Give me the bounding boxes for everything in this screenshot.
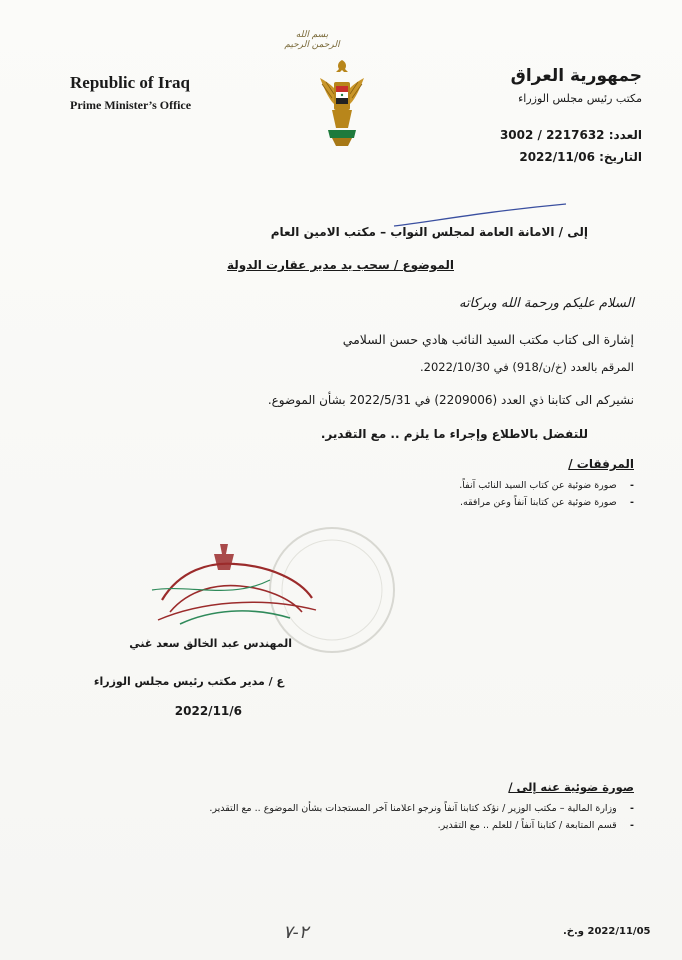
body-paragraph-3: للتفضل بالاطلاع وإجراء ما يلزم .. مع التقدير. bbox=[320, 427, 588, 441]
official-seal bbox=[150, 540, 320, 635]
ar-office-name: مكتب رئيس مجلس الوزراء bbox=[518, 92, 642, 105]
footer-date: 2022/11/05 و.خ. bbox=[563, 926, 651, 937]
recipient-line: إلى / الامانة العامة لمجلس النواب – مكتب الامين العام bbox=[270, 225, 588, 239]
en-office-name: Prime Minister’s Office bbox=[70, 98, 192, 112]
signer-name: المهندس عبد الخالق سعد غني bbox=[129, 637, 292, 650]
attachments-title: المرفقات / bbox=[568, 457, 634, 471]
reference-number bbox=[500, 128, 642, 142]
list-item: - صورة ضوئية عن كتاب السيد النائب آنفاً. bbox=[459, 480, 634, 491]
iraq-eagle-emblem bbox=[318, 58, 366, 150]
list-item: - قسم المتابعة / كتابنا آنفاً / للعلم .. مع التقدير. bbox=[209, 820, 634, 831]
body-paragraph-1-continued: المرقم بالعدد (خ/ن/918) في 2022/10/30. bbox=[420, 360, 634, 374]
list-item: - وزارة المالية – مكتب الوزير / نؤكد كتابنا آنفاً ونرجو اعلامنا آخر المستجدات بشأن الموضوع .. مع التقدير. bbox=[209, 803, 634, 814]
number-label: العدد: bbox=[608, 128, 642, 142]
signer-title: ع / مدير مكتب رئيس مجلس الوزراء bbox=[93, 675, 284, 688]
body-paragraph-1: إشارة الى كتاب مكتب السيد النائب هادي حسن السلامي bbox=[342, 332, 634, 347]
signature-date: 2022/11/6 bbox=[174, 704, 242, 718]
ar-country-name: جمهورية العراق bbox=[510, 66, 642, 86]
date-value: 2022/11/06 bbox=[519, 150, 595, 164]
greeting: السلام عليكم ورحمة الله وبركاته bbox=[458, 296, 634, 311]
handwritten-page-mark: ٢-٧ bbox=[283, 922, 309, 943]
body-paragraph-2: نشيركم الى كتابنا ذي العدد (2209006) في 2022/5/31 بشأن الموضوع. bbox=[267, 393, 634, 407]
number-value: 3002 / 2217632 bbox=[499, 128, 605, 142]
list-item: - صورة ضوئية عن كتابنا آنفاً وعن مرافقه. bbox=[459, 497, 634, 508]
letter-date bbox=[519, 150, 642, 164]
en-country-name: Republic of Iraq bbox=[70, 73, 190, 92]
attachments-list bbox=[459, 480, 634, 514]
copies-list bbox=[209, 803, 634, 837]
basmala: بسم الله الرحمن الرحيم bbox=[284, 30, 340, 50]
subject-line: الموضوع / سحب يد مدير عقارت الدولة bbox=[227, 258, 454, 272]
date-label: التاريخ: bbox=[599, 150, 642, 164]
copies-title: صورة ضوئية عنه إلى / bbox=[508, 780, 634, 794]
